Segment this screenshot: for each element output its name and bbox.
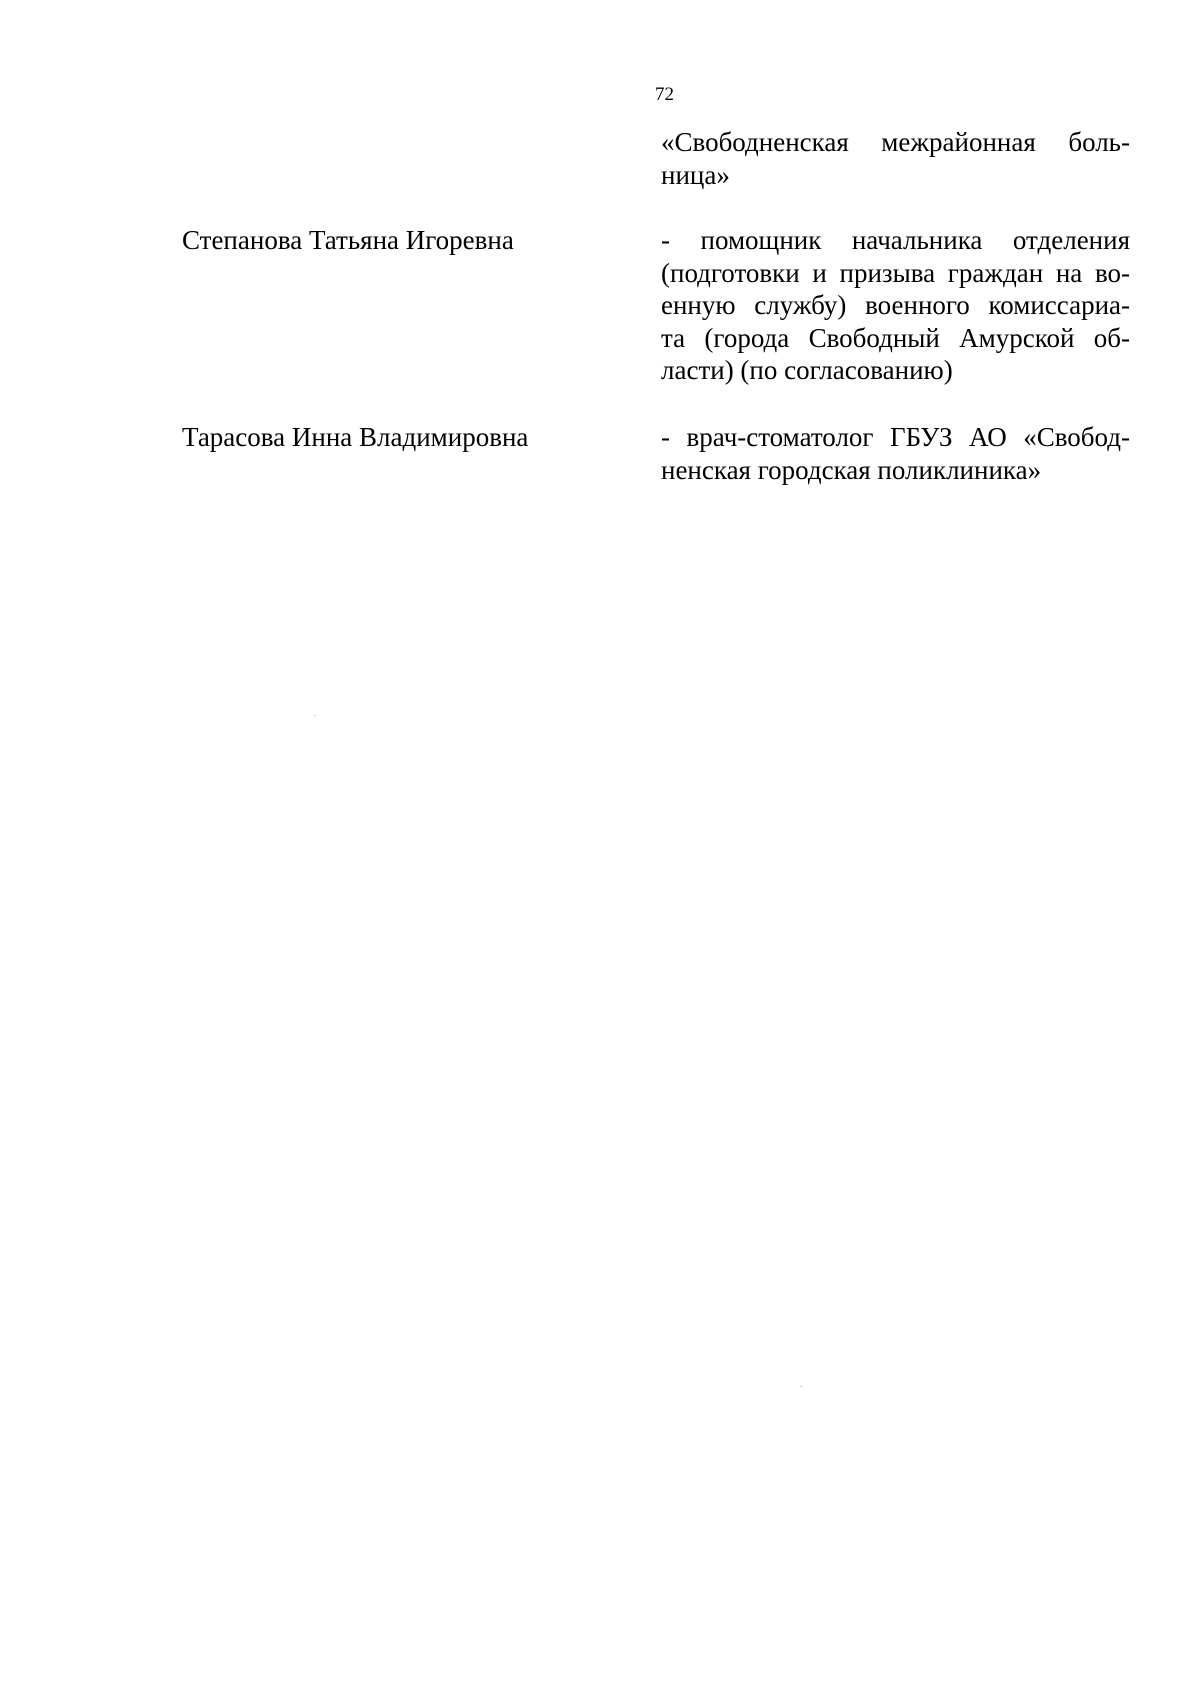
- role-text-line: (подготовки и призыва граждан на во-: [661, 257, 1130, 288]
- role-text-line: ненская городская поликлиника»: [661, 454, 1042, 485]
- member-role: [661, 421, 1130, 486]
- role-text-line: енную службу) военного комиссариа-: [661, 290, 1130, 320]
- previous-entry-continuation: [661, 126, 1130, 191]
- member-name: Степанова Татьяна Игоревна: [182, 225, 514, 255]
- scan-speck: [800, 1386, 802, 1387]
- page-number: 72: [655, 84, 674, 105]
- role-text-line: та (города Свободный Амурской об-: [661, 322, 1130, 353]
- role-text-line: - врач-стоматолог ГБУЗ АО «Свобод-: [661, 422, 1130, 452]
- role-text-line: ласти) (по согласованию): [661, 355, 953, 385]
- member-role: [661, 224, 1130, 387]
- role-text-line: - помощник начальника отделения: [661, 225, 1130, 255]
- role-text-line: ница»: [661, 159, 730, 190]
- role-text-line: «Свободненская межрайонная боль-: [661, 127, 1130, 157]
- member-name: Тарасова Инна Владимировна: [182, 422, 529, 452]
- scan-speck: [314, 715, 316, 716]
